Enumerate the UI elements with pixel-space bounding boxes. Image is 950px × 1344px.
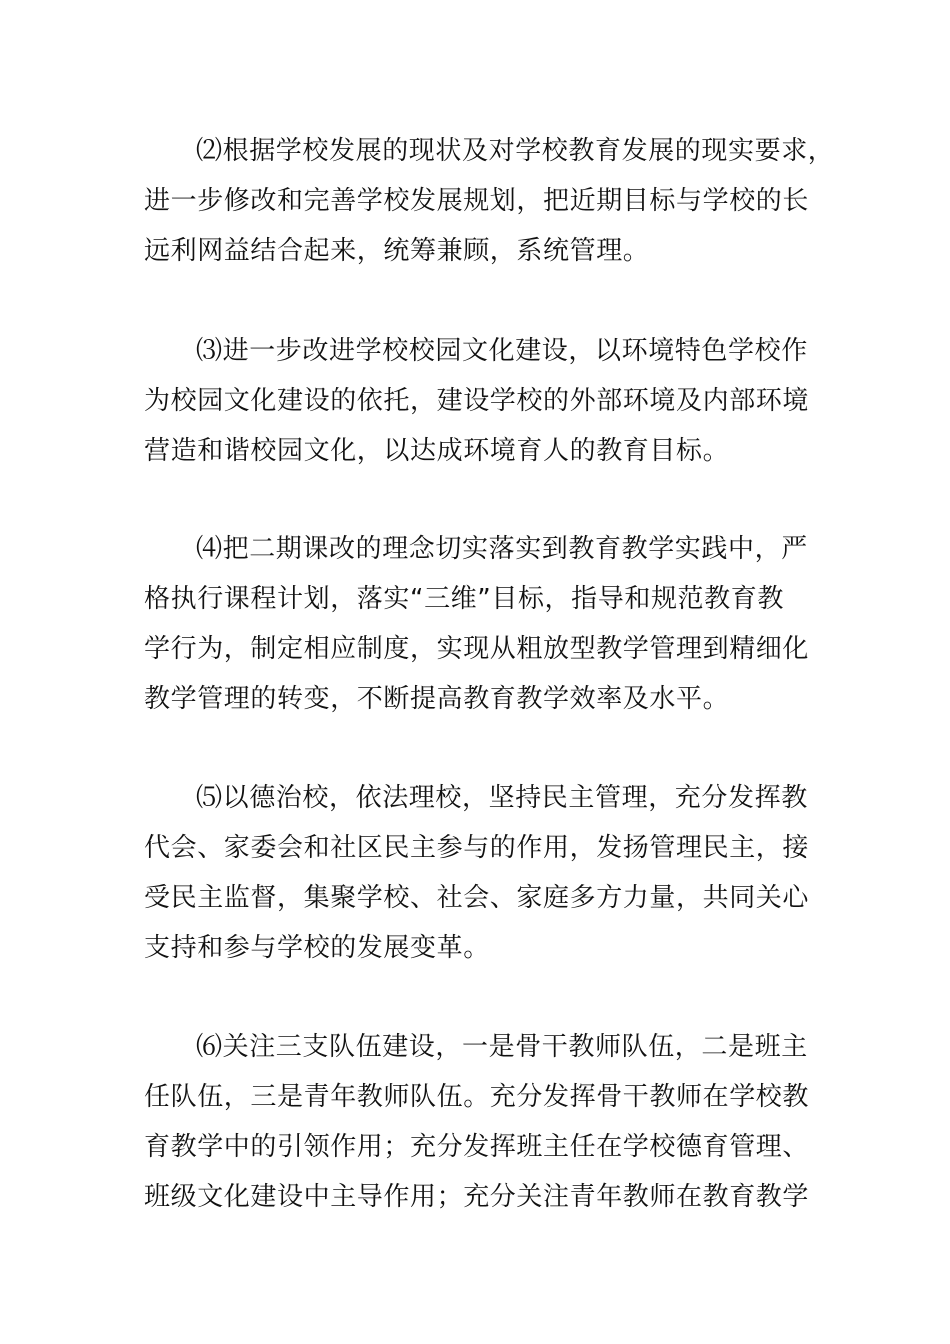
paragraph-2 (144, 126, 835, 276)
paragraph-5 (144, 773, 824, 973)
text-line: 受民主监督，集聚学校、社会、家庭多方力量，共同关心 (144, 883, 810, 913)
text-line: 班级文化建设中主导作用；充分关注青年教师在教育教学 (144, 1182, 810, 1212)
paragraph-3 (144, 326, 824, 476)
text-line: 为校园文化建设的依托，建设学校的外部环境及内部环境 (144, 386, 810, 416)
text-line: 进一步修改和完善学校发展规划，把近期目标与学校的长 (144, 186, 810, 216)
text-line: 代会、家委会和社区民主参与的作用，发扬管理民主，接 (144, 833, 810, 863)
text-line: 教学管理的转变，不断提高教育教学效率及水平。 (144, 684, 730, 714)
text-line: 支持和参与学校的发展变革。 (144, 933, 490, 963)
text-line: ⑷把二期课改的理念切实落实到教育教学实践中，严 (196, 534, 808, 564)
text-line: ⑹关注三支队伍建设，一是骨干教师队伍，二是班主 (196, 1032, 808, 1062)
paragraph-4 (144, 524, 824, 724)
text-line: ⑵根据学校发展的现状及对学校教育发展的现实要求， (196, 136, 835, 166)
text-line: 远利网益结合起来，统筹兼顾，系统管理。 (144, 236, 650, 266)
text-line: 营造和谐校园文化，以达成环境育人的教育目标。 (144, 436, 730, 466)
text-line: ⑶进一步改进学校校园文化建设，以环境特色学校作 (196, 336, 808, 366)
paragraph-6 (144, 1022, 824, 1222)
text-line: 任队伍，三是青年教师队伍。充分发挥骨干教师在学校教 (144, 1082, 810, 1112)
text-line: 育教学中的引领作用；充分发挥班主任在学校德育管理、 (144, 1132, 810, 1162)
text-line: ⑸以德治校，依法理校，坚持民主管理，充分发挥教 (196, 783, 808, 813)
text-line: 学行为，制定相应制度，实现从粗放型教学管理到精细化 (144, 634, 810, 664)
text-line: 格执行课程计划，落实“三维”目标，指导和规范教育教 (144, 584, 784, 614)
